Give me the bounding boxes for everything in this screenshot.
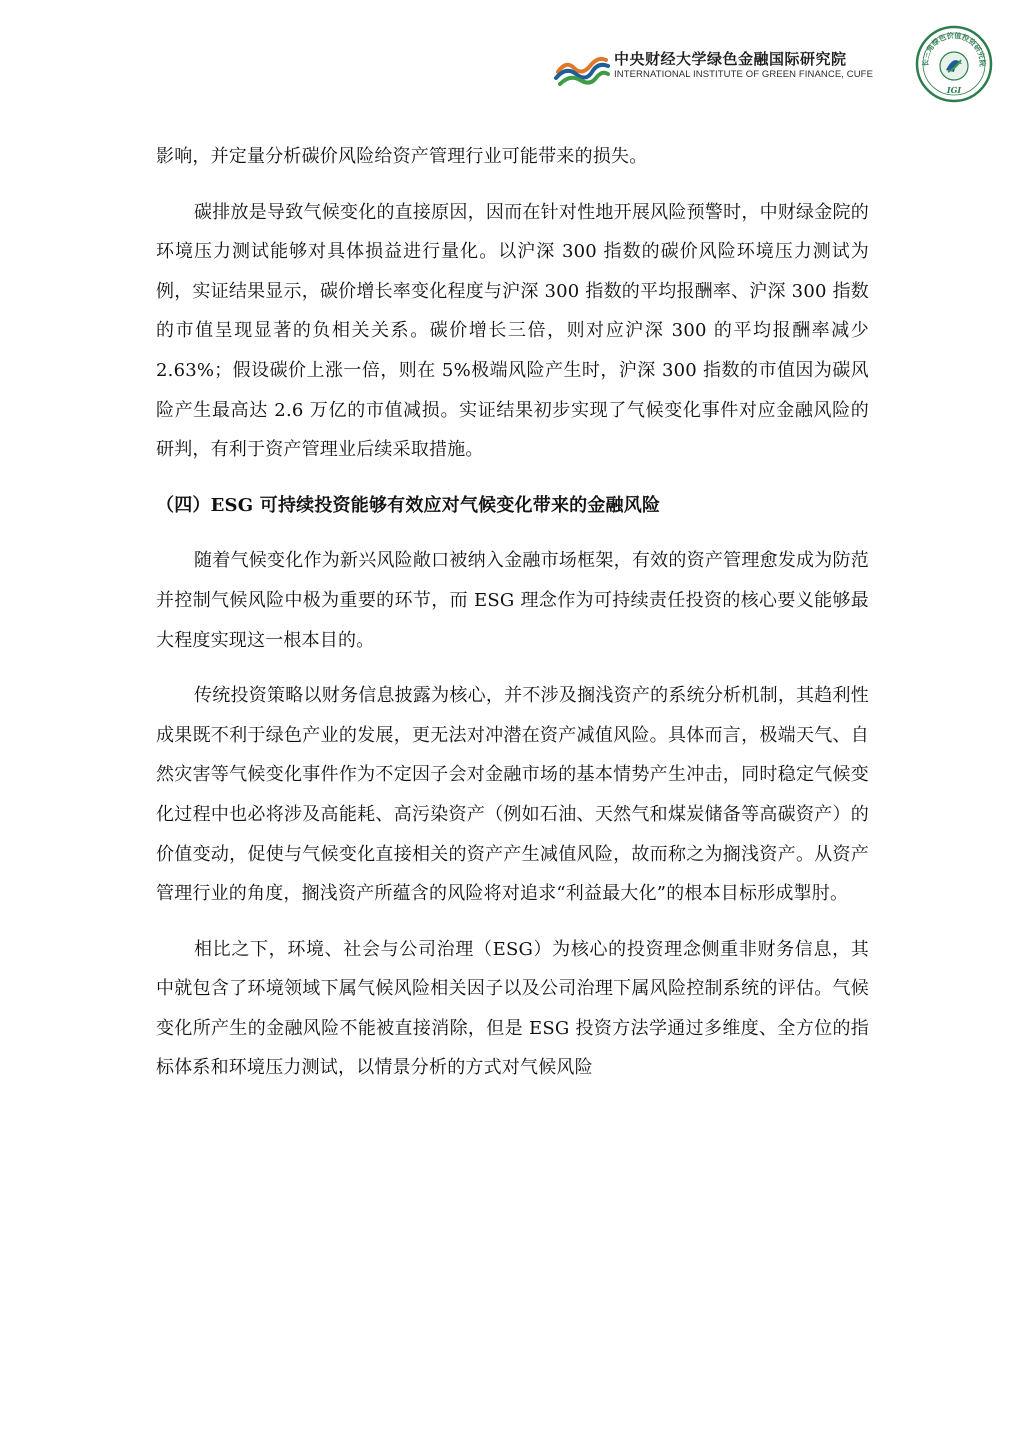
seal-abbr: IGI — [946, 85, 962, 95]
org-name-block — [614, 50, 904, 82]
paragraph-2: 碳排放是导致气候变化的直接原因，因而在针对性地开展风险预警时，中财绿金院的环境压力测试能够对具体损益进行量化。以沪深 300 指数的碳价风险环境压力测试为例，实证结果显示，碳价增长率变化程度与沪深 300 指数的平均报酬率、沪深 300 指数的市值呈现显著的负相关关系。碳价增长三倍，则对应沪深 300 的平均报酬率减少 2.63%；假设碳价上涨一倍，则在 5%极端风险产生时，沪深 300 指数的市值因为碳风险产生最高达 2.6 万亿的市值减损。实证结果初步实现了气候变化事件对应金融风险的研判，有利于资产管理业后续采取措施。 — [156, 201, 869, 461]
paragraph-4: 传统投资策略以财务信息披露为核心，并不涉及搁浅资产的系统分析机制，其趋利性成果既不利于绿色产业的发展，更无法对冲潜在资产减值风险。具体而言，极端天气、自然灾害等气候变化事件作为不定因子会对金融市场的基本情势产生冲击，同时稳定气候变化过程中也必将涉及高能耗、高污染资产（例如石油、天然气和煤炭储备等高碳资产）的价值变动，促使与气候变化直接相关的资产产生减值风险，故而称之为搁浅资产。从资产管理行业的角度，搁浅资产所蕴含的风险将对追求“利益最大化”的根本目标形成掣肘。 — [156, 685, 869, 905]
document-body — [156, 137, 869, 1088]
org-name-cn: 中央财经大学绿色金融国际研究院 — [614, 50, 847, 68]
seal-text: 长三角绿色价值投资研究院 — [920, 30, 988, 67]
org-name-en: INTERNATIONAL INSTITUTE OF GREEN FINANCE, CUFE — [614, 69, 874, 80]
igi-seal-icon — [914, 24, 994, 104]
paragraph-3: 随着气候变化作为新兴风险敞口被纳入金融市场框架，有效的资产管理愈发成为防范并控制气候风险中极为重要的环节，而 ESG 理念作为可持续责任投资的核心要义能够最大程度实现这一根本目的。 — [156, 550, 869, 651]
page-header — [554, 24, 994, 114]
iigf-logo-icon — [554, 50, 610, 86]
section-heading-4: （四）ESG 可持续投资能够有效应对气候变化带来的金融风险 — [156, 494, 661, 516]
paragraph-1: 影响，并定量分析碳价风险给资产管理行业可能带来的损失。 — [156, 146, 648, 167]
paragraph-5: 相比之下，环境、社会与公司治理（ESG）为核心的投资理念侧重非财务信息，其中就包含了环境领域下属气候风险相关因子以及公司治理下属风险控制系统的评估。气候变化所产生的金融风险不能被直接消除，但是 ESG 投资方法学通过多维度、全方位的指标体系和环境压力测试，以情景分析的方式对气候风险 — [156, 938, 869, 1079]
